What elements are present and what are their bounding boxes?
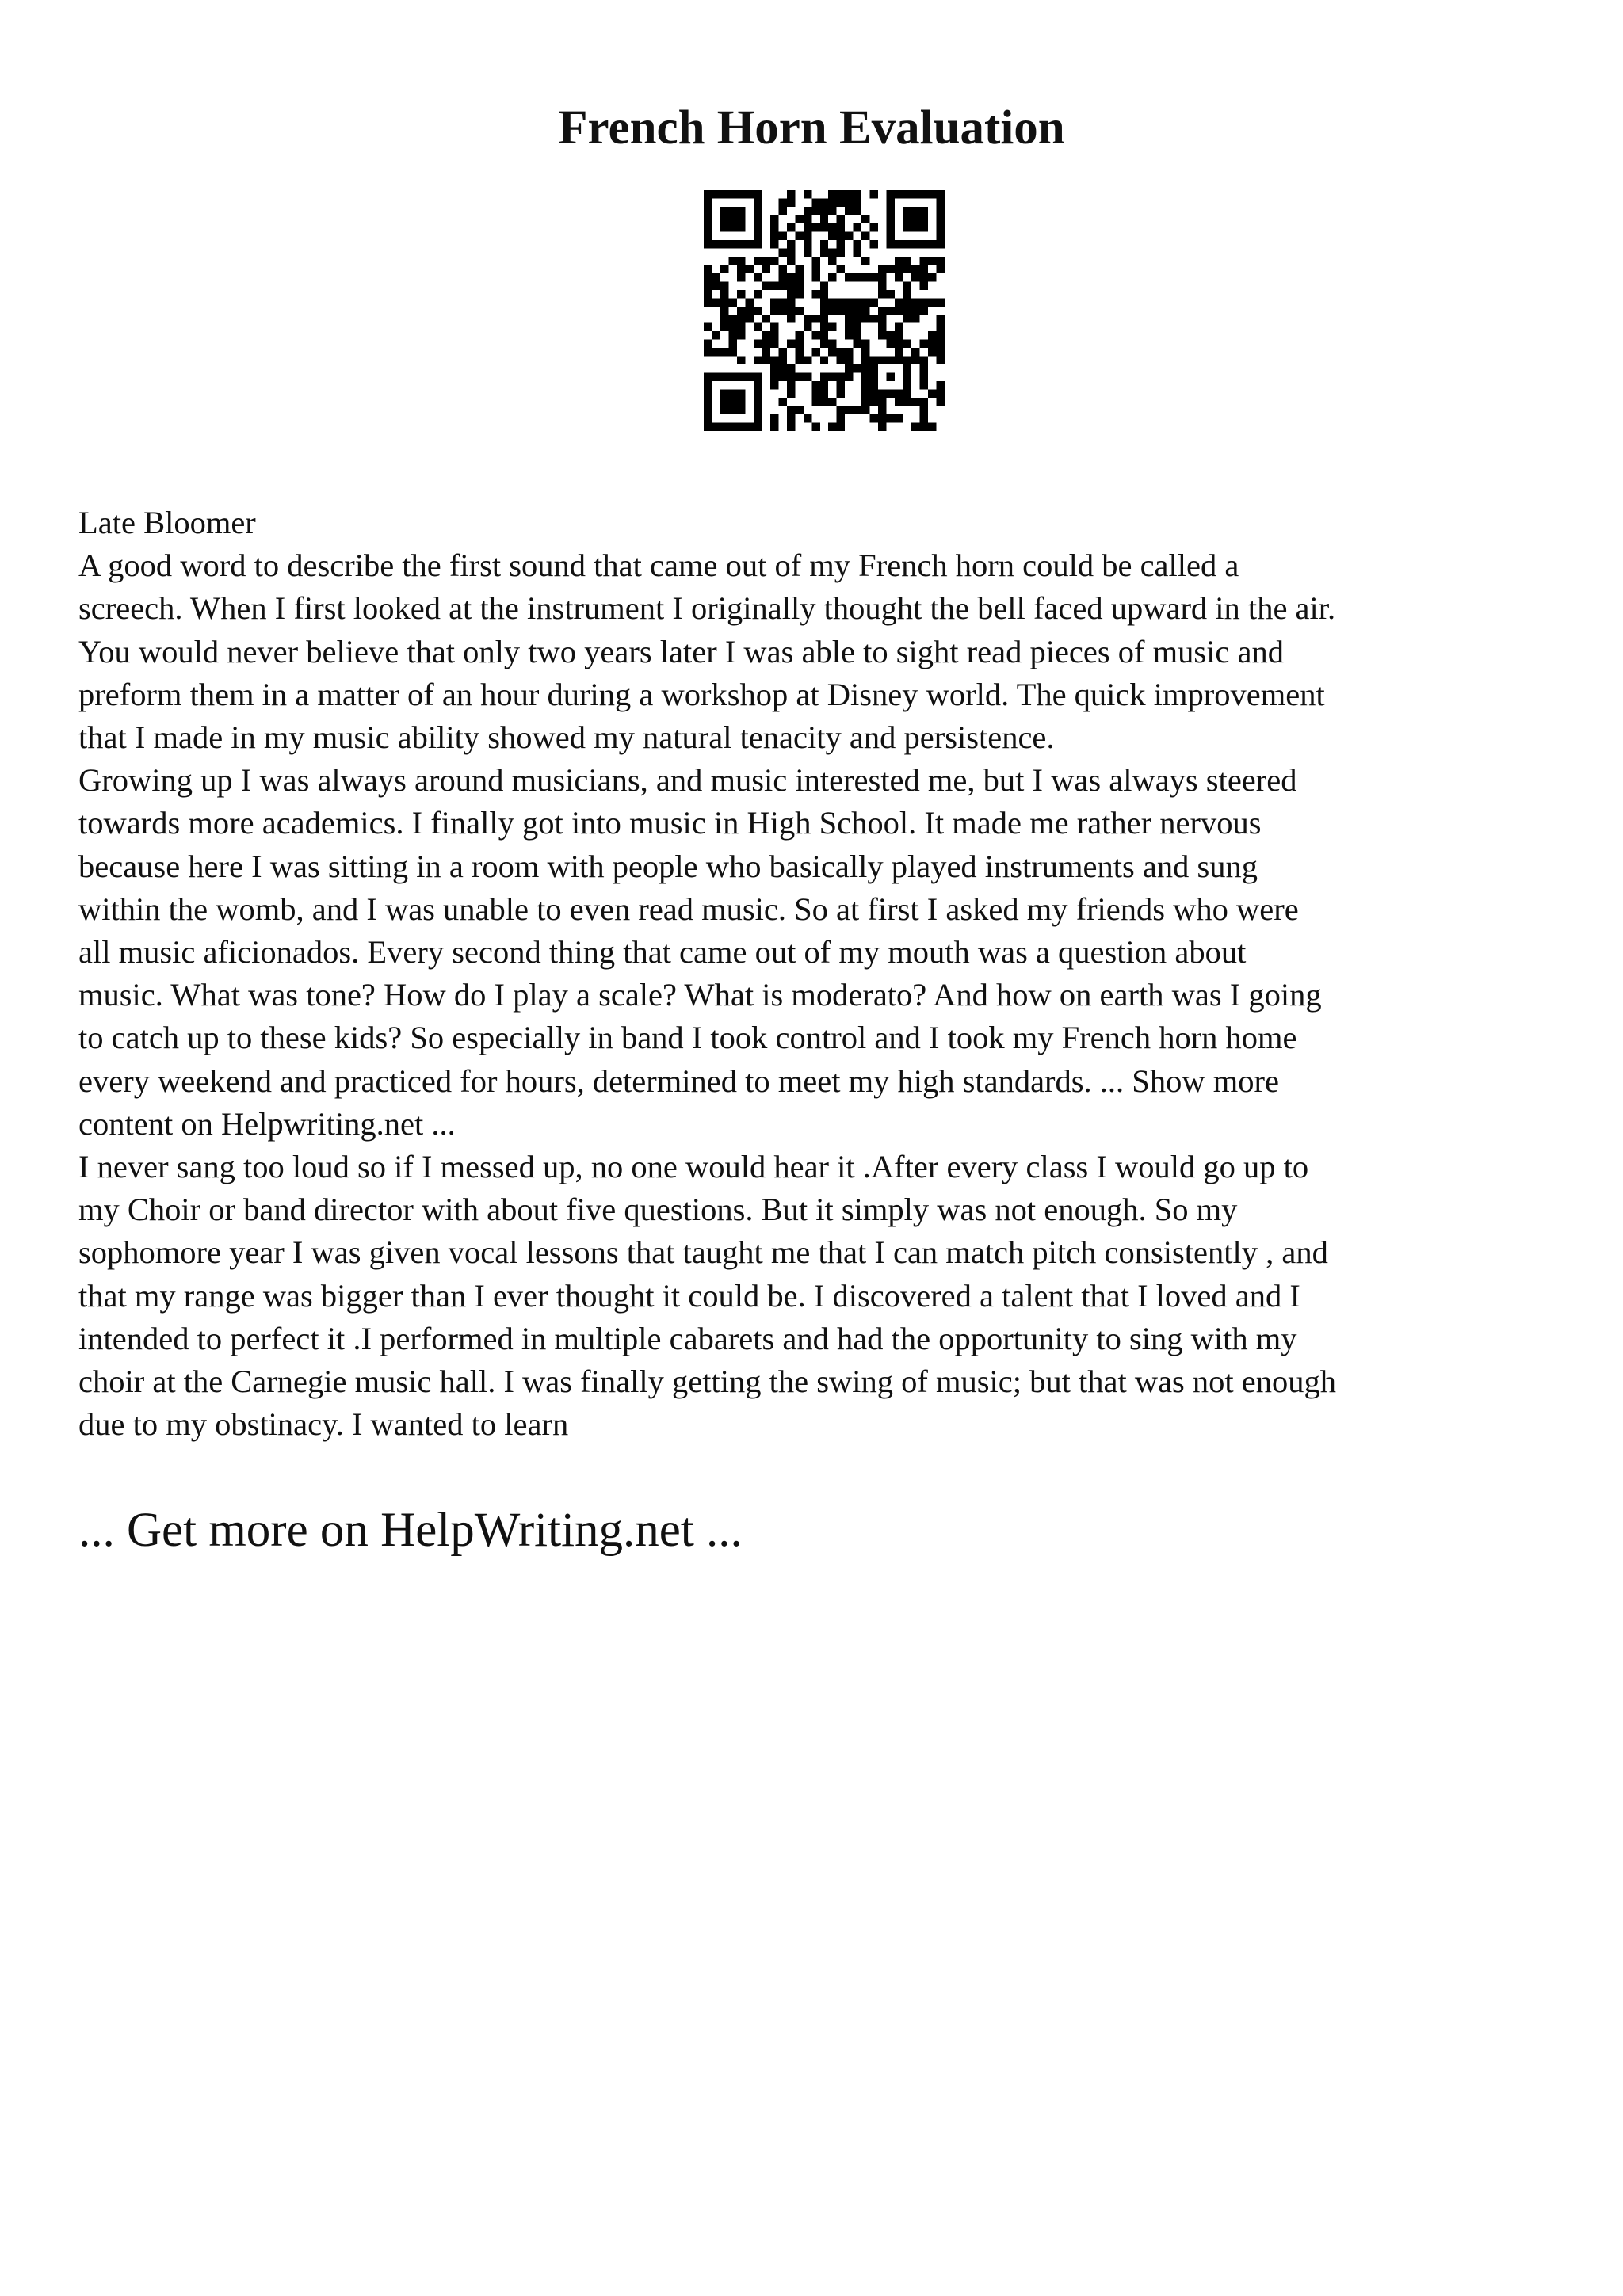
- paragraph-3: I never sang too loud so if I messed up, no one would hear it .After every class I would go up to my Choir or band director with about five questions. But it simply was not enough. So my sophomore year I was given vocal lessons that taught me that I can match pitch consistently , and that my range was bigger than I ever thought it could be. I discovered a talent that I loved and I intended to perfect it .I performed in multiple cabarets and had the opportunity to sing with my choir at the Carnegie music hall. I was finally getting the swing of music; but that was not enough due to my obstinacy. I wanted to learn: [78, 1149, 1337, 1443]
- document-body: [78, 502, 1552, 1446]
- section-heading: Late Bloomer: [78, 505, 256, 540]
- get-more-link[interactable]: ... Get more on HelpWriting.net ...: [78, 1504, 743, 1557]
- document-title: French Horn Evaluation: [558, 101, 1065, 154]
- paragraph-2: Growing up I was always around musicians, and music interested me, but I was always steered towards more academics. I finally got into music in High School. It made me rather nervous because here I was sitting in a room with people who basically played instruments and sung within the womb, and I was unable to even read music. So at first I asked my friends who were all music aficionados. Every second thing that came out of my mouth was a question about music. What was tone? How do I play a scale? What is moderato? And how on earth was I going to catch up to these kids? So especially in band I took control and I took my French horn home every weekend and practiced for hours, determined to meet my high standards. ... Show more content on Helpwriting.net ...: [78, 762, 1322, 1142]
- paragraph-1: A good word to describe the first sound that came out of my French horn could be called a screech. When I first looked at the instrument I originally thought the bell faced upward in the air. You would never believe that only two years later I was able to sight read pieces of music and preform them in a matter of an hour during a workshop at Disney world. The quick improvement that I made in my music ability showed my natural tenacity and persistence.: [78, 547, 1336, 756]
- qr-code-icon: [704, 190, 945, 431]
